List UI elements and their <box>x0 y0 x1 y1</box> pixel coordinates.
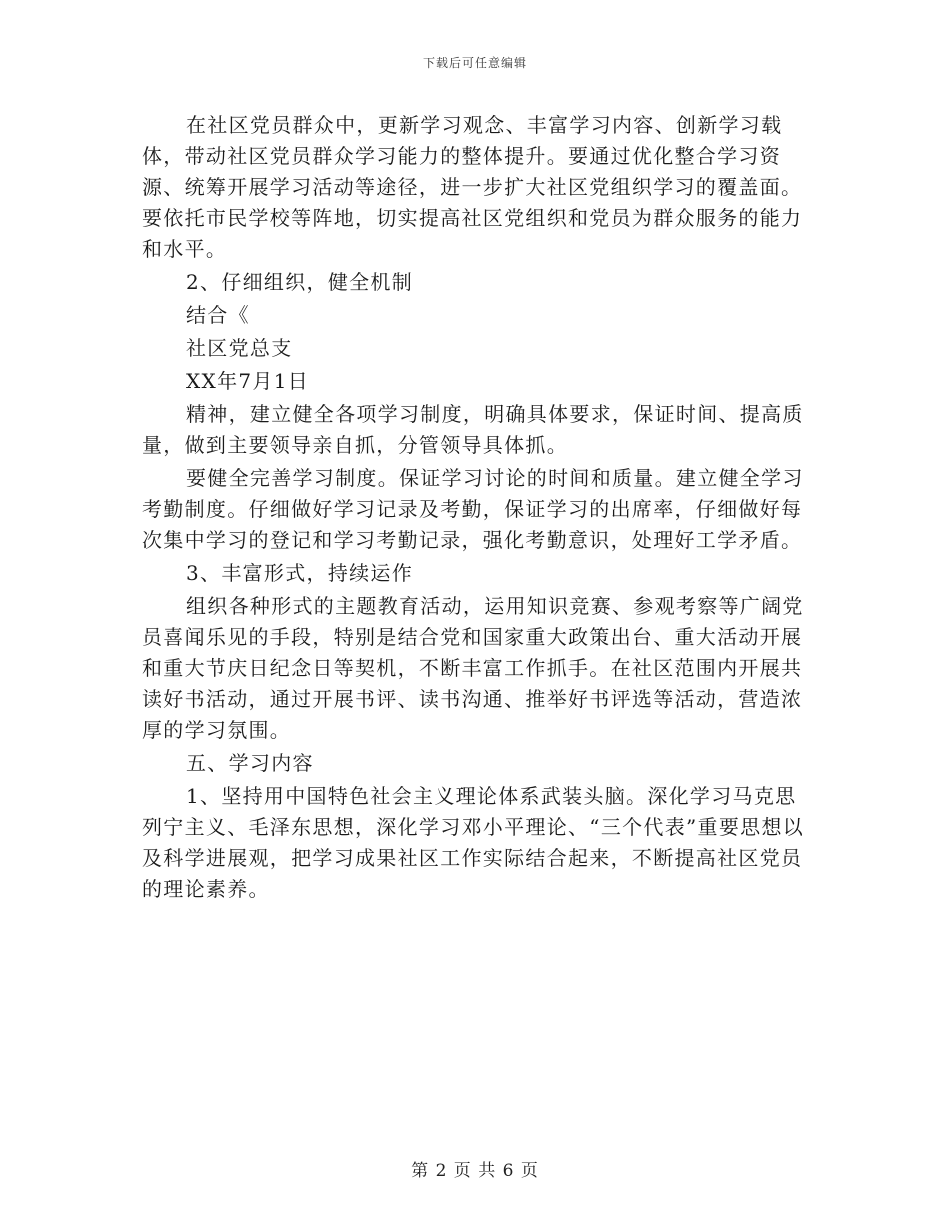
paragraph-theory-system: 1、坚持用中国特色社会主义理论体系武装头脑。深化学习马克思列宁主义、毛泽东思想，深化学习邓小平理论、“三个代表”重要思想以及科学进展观，把学习成果社区工作实际结合起来，不断提高社区党员的理论素养。 <box>142 784 805 901</box>
paragraph-date: XX年7月1日 <box>186 369 310 393</box>
paragraph-party-branch: 社区党总支 <box>186 336 293 360</box>
page-header-note: 下载后可任意编辑 <box>422 56 527 70</box>
paragraph-study-system: 要健全完善学习制度。保证学习讨论的时间和质量。建立健全学习考勤制度。仔细做好学习记录及考勤，保证学习的出席率，仔细做好每次集中学习的登记和学习考勤记录，强化考勤意识，处理好工学矛盾。 <box>142 466 804 552</box>
paragraph-theme-activities: 组织各种形式的主题教育活动，运用知识竞赛、参观考察等广阔党员喜闻乐见的手段，特别是结合党和国家重大政策出台、重大活动开展和重大节庆日纪念日等契机，不断丰富工作抓手。在社区范围内开展共读好书活动，通过开展书评、读书沟通、推举好书评选等活动，营造浓厚的学习氛围。 <box>142 594 804 742</box>
heading-rich-forms: 3、丰富形式，持续运作 <box>186 561 414 585</box>
paragraph-combine-prefix: 结合《 <box>186 303 250 327</box>
paragraph-spirit-system: 精神，建立健全各项学习制度，明确具体要求，保证时间、提高质量，做到主要领导亲自抓，分管领导具体抓。 <box>142 402 804 457</box>
heading-study-content: 五、学习内容 <box>186 751 314 775</box>
heading-organize-mechanism: 2、仔细组织，健全机制 <box>186 270 414 294</box>
page-number-footer: 第 2 页 共 6 页 <box>411 1161 539 1181</box>
document-body <box>142 110 812 907</box>
paragraph-learning-concept: 在社区党员群众中，更新学习观念、丰富学习内容、创新学习载体，带动社区党员群众学习能力的整体提升。要通过优化整合学习资源、统筹开展学习活动等途径，进一步扩大社区党组织学习的覆盖面。要依托市民学校等阵地，切实提高社区党组织和党员为群众服务的能力和水平。 <box>142 113 803 261</box>
